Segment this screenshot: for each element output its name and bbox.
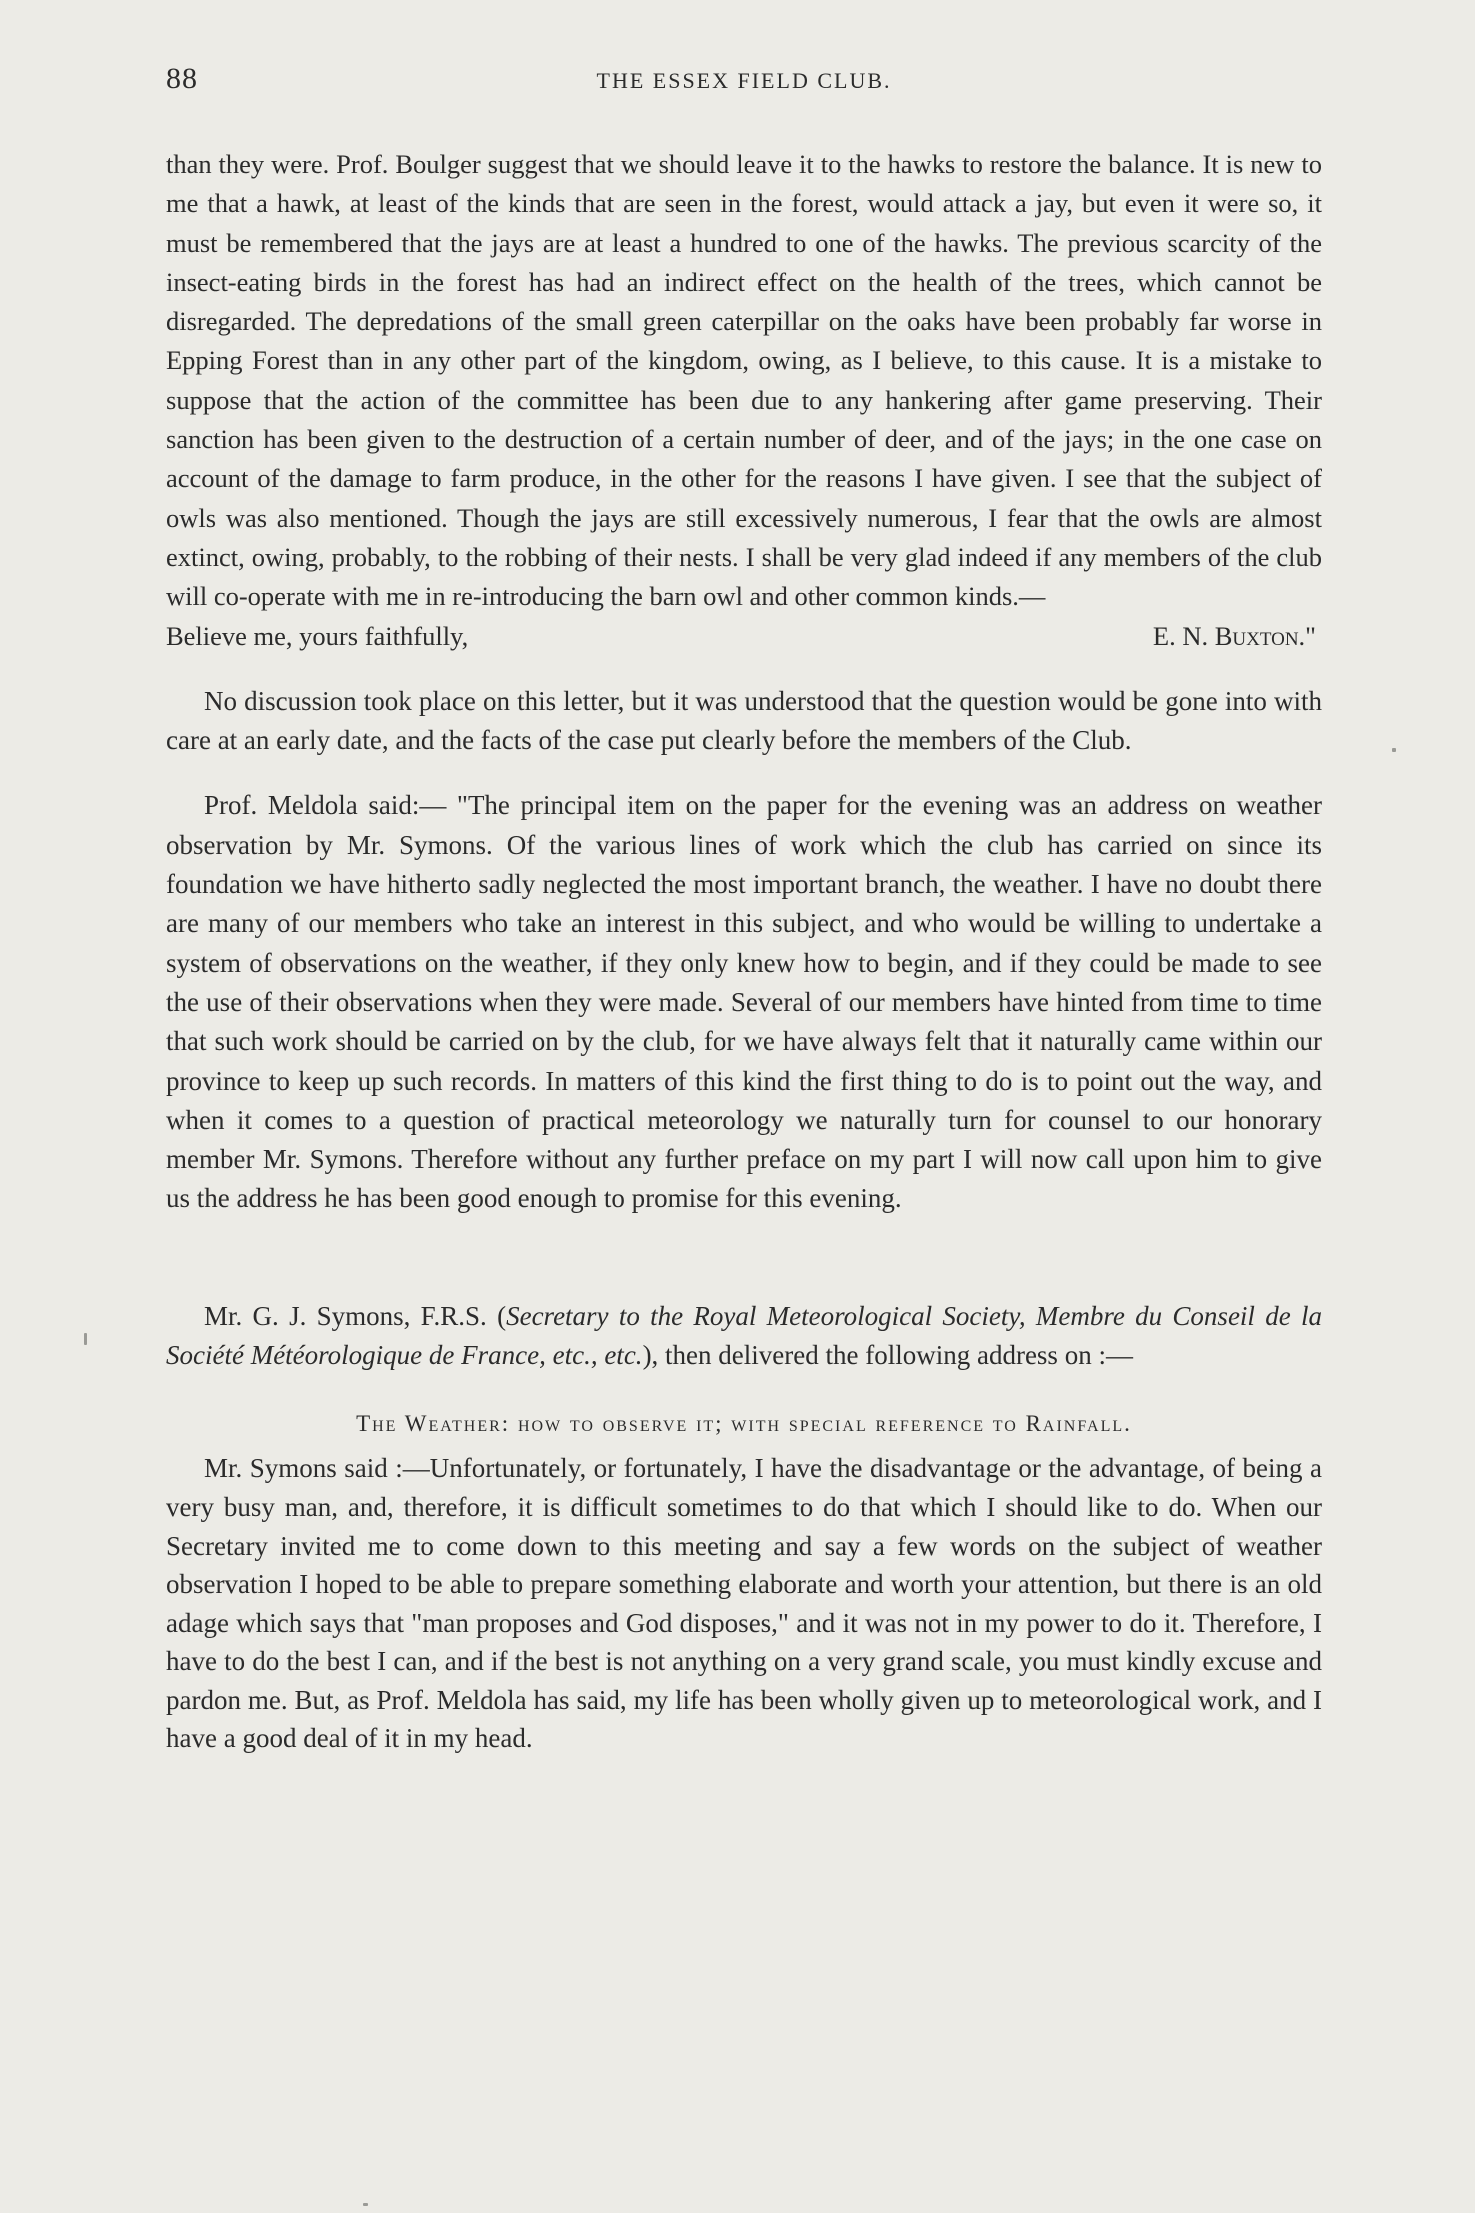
page-body xyxy=(166,145,1322,1758)
signature-surname: uxton xyxy=(1232,620,1299,651)
meldola-paragraph: Prof. Meldola said:— "The principal item on the paper for the evening was an address on weather observation by Mr. Symons. Of the various lines of work which the club has carried on since its foundation we have hitherto sadly neglected the most important branch, the weather. I have no doubt there are many of our members who take an interest in this subject, and who would be willing to undertake a system of observations on the weather, if they only knew how to begin, and if they could be made to see the use of their observations when they were made. Several of our members have hinted from time to time that such work should be carried on by the club, for we have always felt that it naturally came within our province to keep up such records. In matters of this kind the first thing to do is to point out the way, and when it comes to a question of practical meteorology we naturally turn for counsel to our honorary member Mr. Symons. Therefore without any further preface on my part I will now call upon him to give us the address he has been good enough to promise for this evening. xyxy=(166,790,1322,1214)
letter-text: than they were. Prof. Boulger suggest that we should leave it to the hawks to restore the balance. It is new to me that a hawk, at least of the kinds that are seen in the forest, would attack a jay, but even it were so, it must be remembered that the jays are at least a hundred to one of the hawks. The previous scarcity of the insect-eating birds in the forest has had an indirect effect on the health of the trees, which cannot be disregarded. The depredations of the small green caterpillar on the oaks have been probably far worse in Epping Forest than in any other part of the kingdom, owing, as I believe, to this cause. It is a mistake to suppose that the action of the committee has been due to any hankering after game preserving. Their sanction has been given to the destruction of a certain number of deer, and of the jays; in the one case on account of the damage to farm produce, in the other for the reasons I have given. I see that the subject of owls was also mentioned. Though the jays are still excessively numerous, I fear that the owls are almost extinct, owing, probably, to the robbing of their nests. I shall be very glad indeed if any members of the club will co-operate with me in re-introducing the barn owl and other common kinds.— xyxy=(166,149,1322,612)
address-paragraph: Mr. Symons said :—Unfortunately, or fortunately, I have the disadvantage or the advantage, of being a very busy man, and, therefore, it is difficult sometimes to do that which I should like to do. When our Secretary invited me to come down to this meeting and say a few words on the subject of weather observation I hoped to be able to prepare something elaborate and worth your attention, but there is an old adage which says that "man proposes and God disposes," and it was not in my power to do it. Therefore, I have to do the best I can, and if the best is not anything on a very grand scale, you must kindly excuse and pardon me. But, as Prof. Meldola has said, my life has been wholly given up to meteorological work, and I have a good deal of it in my head. xyxy=(166,1453,1322,1754)
paper-speck xyxy=(363,2203,368,2206)
symons-intro-end: ), then delivered the following address on :— xyxy=(642,1340,1133,1371)
letter-paragraph xyxy=(166,145,1322,656)
letter-closing-line xyxy=(166,617,1322,656)
letter-closing: Believe me, yours faithfully, xyxy=(166,620,469,651)
running-title: THE ESSEX FIELD CLUB. xyxy=(596,68,892,93)
page-number: 88 xyxy=(166,62,198,95)
symons-intro-start: Mr. G. J. Symons, F.R.S. ( xyxy=(204,1300,507,1331)
address-title: The Weather: how to observe it; with special reference to Rainfall. xyxy=(356,1411,1132,1437)
symons-intro-paragraph xyxy=(166,1297,1322,1376)
paper-speck xyxy=(84,1333,87,1345)
paper-speck xyxy=(1392,748,1396,752)
signature-initials: E. N. B xyxy=(1152,620,1233,651)
no-discussion-paragraph: No discussion took place on this letter, but it was understood that the question would be gone into with care at an early date, and the facts of the case put clearly before the members of the Club. xyxy=(166,685,1322,756)
letter-signature xyxy=(1153,617,1316,656)
signature-end: ." xyxy=(1298,620,1316,651)
symons-titles: Secretary to the Royal Meteorological Society, Membre du Conseil de la Société Météorologique de France, etc., etc. xyxy=(166,1300,1322,1371)
page-header xyxy=(166,62,1322,102)
